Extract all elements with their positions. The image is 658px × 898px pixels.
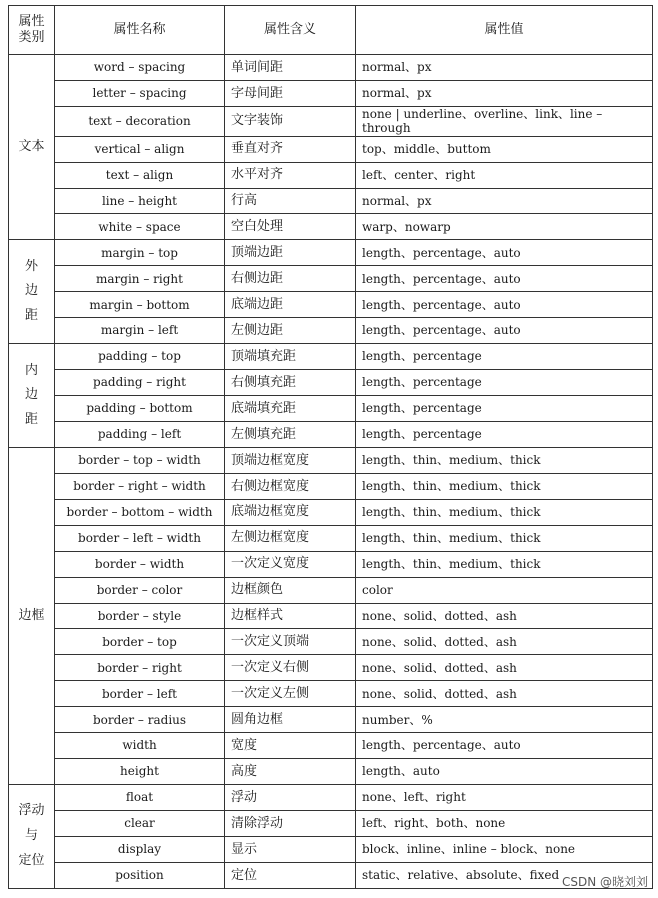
table-row <box>9 421 653 447</box>
table-header-row <box>9 6 653 55</box>
property-name-cell: text – decoration <box>55 106 225 136</box>
property-name-cell: border – left – width <box>55 525 225 551</box>
property-name-cell: height <box>55 759 225 785</box>
property-value-cell: color <box>356 577 653 603</box>
table-row <box>9 396 653 422</box>
property-name-cell: display <box>55 836 225 862</box>
property-name-cell: border – radius <box>55 707 225 733</box>
table-row <box>9 106 653 136</box>
property-name-cell: border – color <box>55 577 225 603</box>
property-value-cell: length、thin、medium、thick <box>356 499 653 525</box>
property-value-cell: none | underline、overline、link、line – through <box>356 106 653 136</box>
property-meaning-cell: 单词间距 <box>225 55 356 81</box>
property-value-cell: none、solid、dotted、ash <box>356 603 653 629</box>
property-meaning-cell: 文字装饰 <box>225 106 356 136</box>
property-meaning-cell: 底端填充距 <box>225 396 356 422</box>
table-row <box>9 370 653 396</box>
property-name-cell: margin – left <box>55 318 225 344</box>
table-row <box>9 707 653 733</box>
property-meaning-cell: 边框样式 <box>225 603 356 629</box>
property-value-cell: warp、nowarp <box>356 214 653 240</box>
table-row <box>9 836 653 862</box>
property-meaning-cell: 顶端边距 <box>225 240 356 266</box>
property-name-cell: padding – right <box>55 370 225 396</box>
category-label: 浮动 与 定位 <box>18 803 45 868</box>
property-value-cell: left、right、both、none <box>356 811 653 837</box>
property-name-cell: word – spacing <box>55 55 225 81</box>
category-cell <box>9 447 55 784</box>
property-value-cell: top、middle、buttom <box>356 136 653 162</box>
property-table-container <box>8 5 652 889</box>
property-value-cell: length、percentage、auto <box>356 318 653 344</box>
property-value-cell: length、auto <box>356 759 653 785</box>
property-value-cell: block、inline、inline – block、none <box>356 836 653 862</box>
property-meaning-cell: 左侧边框宽度 <box>225 525 356 551</box>
property-value-cell: none、left、right <box>356 785 653 811</box>
header-category: 属性 类别 <box>9 6 55 55</box>
property-value-cell: length、thin、medium、thick <box>356 551 653 577</box>
table-row <box>9 55 653 81</box>
table-row <box>9 811 653 837</box>
table-row <box>9 318 653 344</box>
property-meaning-cell: 一次定义右侧 <box>225 655 356 681</box>
property-name-cell: width <box>55 733 225 759</box>
property-value-cell: length、thin、medium、thick <box>356 473 653 499</box>
table-row <box>9 80 653 106</box>
table-row <box>9 759 653 785</box>
property-meaning-cell: 底端边框宽度 <box>225 499 356 525</box>
table-row <box>9 266 653 292</box>
property-meaning-cell: 左侧填充距 <box>225 421 356 447</box>
property-value-cell: static、relative、absolute、fixed <box>356 862 653 888</box>
property-value-cell: length、percentage、auto <box>356 733 653 759</box>
property-name-cell: padding – bottom <box>55 396 225 422</box>
property-name-cell: border – bottom – width <box>55 499 225 525</box>
property-value-cell: length、percentage <box>356 396 653 422</box>
category-label: 内 边 距 <box>24 362 38 427</box>
property-meaning-cell: 顶端边框宽度 <box>225 447 356 473</box>
property-meaning-cell: 边框颜色 <box>225 577 356 603</box>
property-name-cell: vertical – align <box>55 136 225 162</box>
property-name-cell: float <box>55 785 225 811</box>
property-meaning-cell: 定位 <box>225 862 356 888</box>
property-value-cell: normal、px <box>356 55 653 81</box>
property-value-cell: number、% <box>356 707 653 733</box>
property-name-cell: border – right <box>55 655 225 681</box>
property-name-cell: position <box>55 862 225 888</box>
property-name-cell: border – style <box>55 603 225 629</box>
property-meaning-cell: 字母间距 <box>225 80 356 106</box>
property-name-cell: letter – spacing <box>55 80 225 106</box>
property-value-cell: length、thin、medium、thick <box>356 525 653 551</box>
property-value-cell: length、thin、medium、thick <box>356 447 653 473</box>
table-row <box>9 292 653 318</box>
property-name-cell: line – height <box>55 188 225 214</box>
table-row <box>9 447 653 473</box>
property-value-cell: length、percentage、auto <box>356 240 653 266</box>
property-value-cell: none、solid、dotted、ash <box>356 629 653 655</box>
table-row <box>9 473 653 499</box>
property-value-cell: length、percentage <box>356 421 653 447</box>
category-cell <box>9 344 55 448</box>
property-meaning-cell: 清除浮动 <box>225 811 356 837</box>
category-label: 边框 <box>18 607 45 623</box>
category-label: 外 边 距 <box>24 258 38 324</box>
table-row <box>9 162 653 188</box>
property-meaning-cell: 右侧边框宽度 <box>225 473 356 499</box>
property-meaning-cell: 底端边距 <box>225 292 356 318</box>
property-meaning-cell: 垂直对齐 <box>225 136 356 162</box>
table-row <box>9 629 653 655</box>
category-cell <box>9 785 55 889</box>
property-meaning-cell: 行高 <box>225 188 356 214</box>
property-meaning-cell: 浮动 <box>225 785 356 811</box>
property-name-cell: white – space <box>55 214 225 240</box>
table-row <box>9 681 653 707</box>
property-meaning-cell: 宽度 <box>225 733 356 759</box>
csdn-watermark: CSDN @晓刘刘 <box>561 875 648 889</box>
property-name-cell: margin – right <box>55 266 225 292</box>
property-value-cell: left、center、right <box>356 162 653 188</box>
property-name-cell: margin – top <box>55 240 225 266</box>
property-meaning-cell: 圆角边框 <box>225 707 356 733</box>
property-meaning-cell: 水平对齐 <box>225 162 356 188</box>
property-value-cell: normal、px <box>356 188 653 214</box>
table-row <box>9 188 653 214</box>
property-value-cell: length、percentage、auto <box>356 292 653 318</box>
table-row <box>9 136 653 162</box>
property-name-cell: padding – left <box>55 421 225 447</box>
header-value: 属性值 <box>356 6 653 55</box>
property-meaning-cell: 右侧填充距 <box>225 370 356 396</box>
category-label: 文本 <box>18 138 45 154</box>
table-row <box>9 733 653 759</box>
property-name-cell: border – right – width <box>55 473 225 499</box>
property-name-cell: border – top – width <box>55 447 225 473</box>
table-row <box>9 551 653 577</box>
property-name-cell: border – width <box>55 551 225 577</box>
property-value-cell: length、percentage <box>356 370 653 396</box>
property-meaning-cell: 空白处理 <box>225 214 356 240</box>
property-name-cell: text – align <box>55 162 225 188</box>
table-row <box>9 525 653 551</box>
property-value-cell: length、percentage、auto <box>356 266 653 292</box>
property-meaning-cell: 左侧边距 <box>225 318 356 344</box>
property-value-cell: normal、px <box>356 80 653 106</box>
property-meaning-cell: 一次定义顶端 <box>225 629 356 655</box>
table-row <box>9 603 653 629</box>
property-meaning-cell: 顶端填充距 <box>225 344 356 370</box>
property-name-cell: border – top <box>55 629 225 655</box>
property-value-cell: none、solid、dotted、ash <box>356 655 653 681</box>
category-cell <box>9 55 55 240</box>
table-row <box>9 499 653 525</box>
table-row <box>9 655 653 681</box>
header-meaning: 属性含义 <box>225 6 356 55</box>
table-row <box>9 862 653 888</box>
property-value-cell: length、percentage <box>356 344 653 370</box>
header-name: 属性名称 <box>55 6 225 55</box>
table-row <box>9 214 653 240</box>
property-meaning-cell: 一次定义左侧 <box>225 681 356 707</box>
property-meaning-cell: 一次定义宽度 <box>225 551 356 577</box>
property-name-cell: padding – top <box>55 344 225 370</box>
table-body <box>9 55 653 889</box>
table-row <box>9 240 653 266</box>
table-row <box>9 785 653 811</box>
property-name-cell: border – left <box>55 681 225 707</box>
property-value-cell: none、solid、dotted、ash <box>356 681 653 707</box>
property-name-cell: margin – bottom <box>55 292 225 318</box>
property-meaning-cell: 显示 <box>225 836 356 862</box>
property-name-cell: clear <box>55 811 225 837</box>
category-cell <box>9 240 55 344</box>
table-row <box>9 577 653 603</box>
table-row <box>9 344 653 370</box>
css-property-table <box>8 5 653 889</box>
property-meaning-cell: 高度 <box>225 759 356 785</box>
property-meaning-cell: 右侧边距 <box>225 266 356 292</box>
